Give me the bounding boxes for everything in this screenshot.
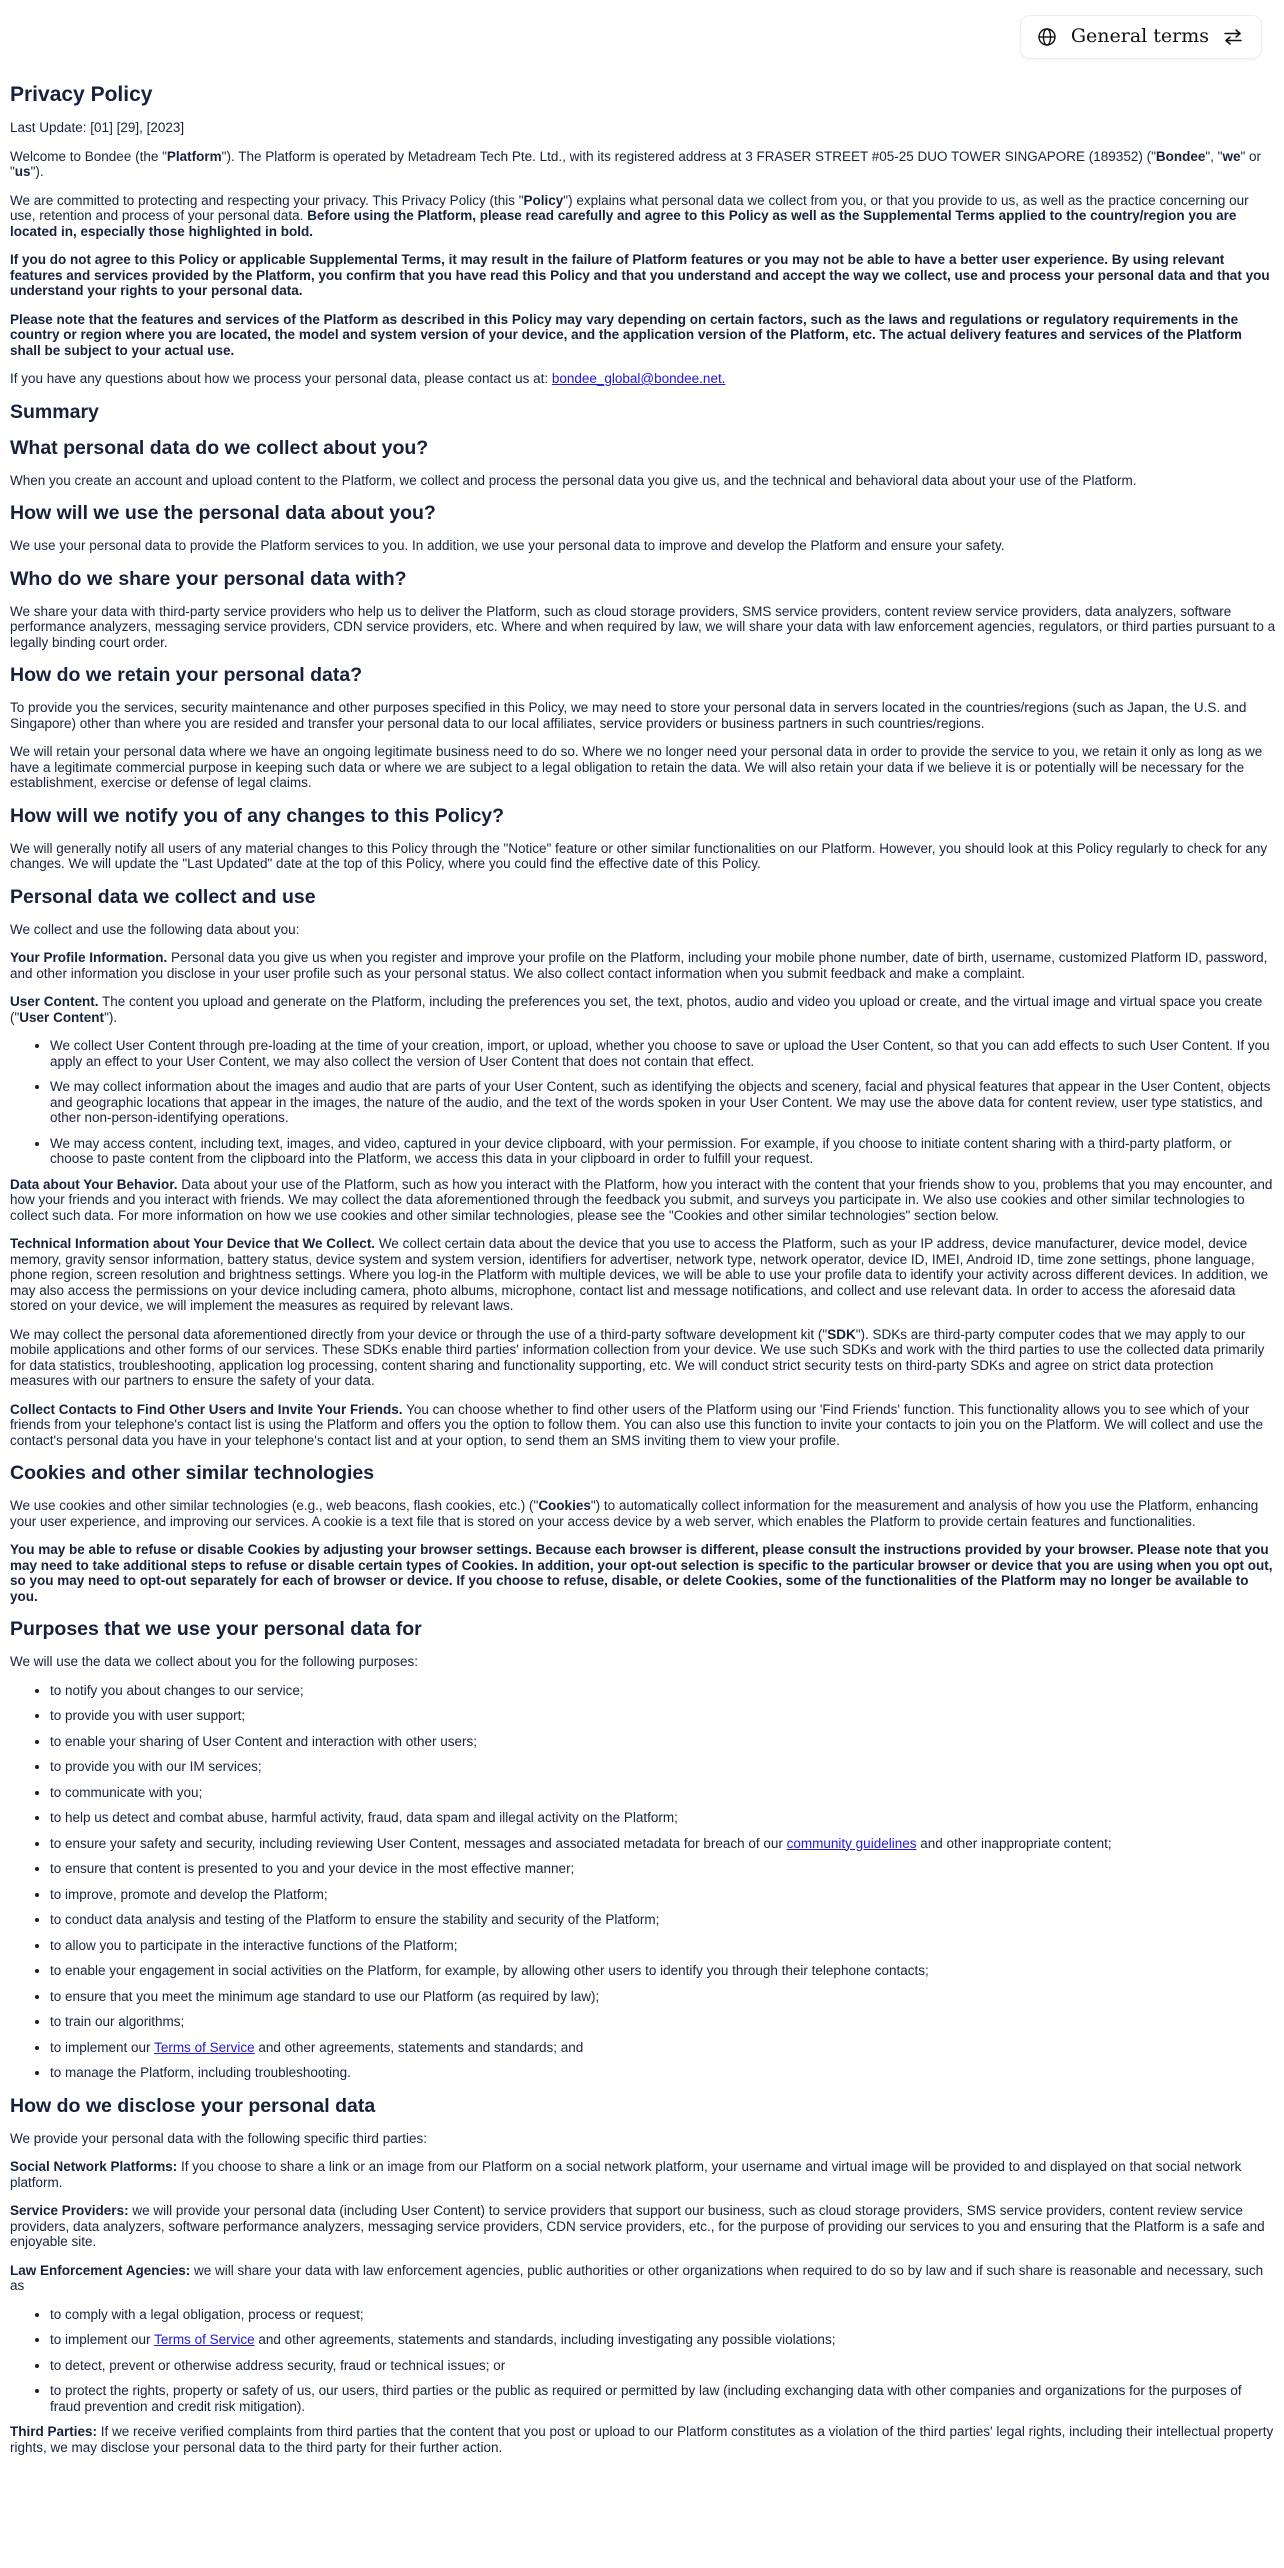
third-parties-paragraph: Third Parties: If we receive verified complaints from third parties that the content that you post or upload to our Platform constitutes as a violation of the third parties' legal rights, including their intellectual property rights, we may disclose your personal data to the third party for their further action. xyxy=(10,2424,1274,2455)
technical-info-paragraph: Technical Information about Your Device that We Collect. We collect certain data about the device that you use to access the Platform, such as your IP address, device manufacturer, device model, device memory, gravity sensor information, battery status, device system and system version, identifiers for advertiser, network type, network operator, device ID, IMEI, Android ID, time zone settings, phone language, phone region, screen resolution and brightness settings. Where you log-in the Platform with multiple devices, we will be able to use your profile data to identify your activity across different devices. In addition, we may also access the permissions on your device including camera, photo albums, microphone, contact list and message notifications, and collect and use relevant data. In order to access the aforesaid data stored on your device, we will implement the measures as required by relevant laws. xyxy=(10,1236,1269,1313)
terms-of-service-link-2[interactable]: Terms of Service xyxy=(154,2332,255,2347)
purposes-heading: Purposes that we use your personal data for xyxy=(10,1618,422,1640)
last-update: Last Update: [01] [29], [2023] xyxy=(10,120,185,135)
summary-a1: When you create an account and upload content to the Platform, we collect and process the personal data you give us, and the technical and behavioral data about your use of the Platform. xyxy=(10,472,1137,488)
contact-paragraph: If you have any questions about how we process your personal data, please contact us at: bondee_global@bondee.net. xyxy=(10,371,726,386)
social-network-paragraph: Social Network Platforms: If you choose to share a link or an image from our Platform on a social network platform, your username and virtual image will be provided to and displayed on that social network platform. xyxy=(10,2159,1242,2190)
language-selector[interactable] xyxy=(1020,15,1262,59)
list-item: • to ensure that content is presented to you and your device in the most effective manner; xyxy=(50,1861,1276,1877)
summary-a3: We share your data with third-party service providers who help us to deliver the Platform, such as cloud storage providers, SMS service providers, content review service providers, data analyzers, software performance analyzers, messaging service providers, CDN service providers, etc. Where and when required by law, we will share your data with law enforcement agencies, regulators, or third parties pursuant to a legally binding court order. xyxy=(10,603,1276,650)
cookies-paragraph-1: We use cookies and other similar technologies (e.g., web beacons, flash cookies, etc.) ("Cookies") to automatically collect information for the measurement and analysis of how you use the Platform, enhancing your user experience, and improving our services. A cookie is a text file that is stored on your access device by a web server, which enables the Platform to provide certain features and functionalities. xyxy=(10,1498,1259,1529)
purposes-intro: We will use the data we collect about you for the following purposes: xyxy=(10,1654,418,1669)
list-item: • We collect User Content through pre-loading at the time of your creation, import, or upload, whether you choose to save or upload the User Content, so that you can add effects to such User Content. If you apply an effect to your User Content, we may also collect the version of User Content that does not contain that effect. xyxy=(50,1038,1276,1069)
summary-q2-heading: How will we use the personal data about you? xyxy=(10,502,436,524)
list-item: • to improve, promote and develop the Platform; xyxy=(50,1887,1276,1903)
cookies-heading: Cookies and other similar technologies xyxy=(10,1462,375,1484)
list-item: • to ensure that you meet the minimum age standard to use our Platform (as required by law); xyxy=(50,1989,1276,2005)
intro-paragraph-4: Please note that the features and services of the Platform as described in this Policy may vary depending on certain factors, such as the laws and regulations or regulatory requirements in the country or region where you are located, the model and system version of your device, and the application version of the Platform, etc. The actual delivery features and services of the Platform shall be subject to your actual use. xyxy=(10,311,1242,358)
purposes-list xyxy=(10,1683,1276,2081)
profile-info-paragraph: Your Profile Information. Personal data you give us when you register and improve your profile on the Platform, including your mobile phone number, date of birth, username, customized Platform ID, password, and other information you disclose in your user profile such as your personal status. We also collect contact information when you submit feedback and make a complaint. xyxy=(10,950,1268,981)
list-item: • We may access content, including text, images, and video, captured in your device clipboard, with your permission. For example, if you choose to initiate content sharing with a third-party platform, or choose to paste content from the clipboard into the Platform, we access this data in your clipboard in order to fulfill your request. xyxy=(50,1136,1276,1167)
list-item: • to notify you about changes to our service; xyxy=(50,1683,1276,1699)
list-item: • to implement our Terms of Service and other agreements, statements and standards; and xyxy=(50,2040,1276,2056)
user-content-paragraph: User Content. The content you upload and generate on the Platform, including the preferences you set, the text, photos, audio and video you upload or create, and the virtual image and virtual space you create ("User Content"). xyxy=(10,994,1263,1025)
law-enforcement-paragraph: Law Enforcement Agencies: we will share your data with law enforcement agencies, public authorities or other organizations when required to do so by law and if such share is reasonable and necessary, such as xyxy=(10,2262,1264,2293)
intro-paragraph-2: We are committed to protecting and respecting your privacy. This Privacy Policy (this "Policy") explains what personal data we collect from you, or that you provide to us, as well as the practice concerning our use, retention and process of your personal data. Before using the Platform, please read carefully and agree to this Policy as well as the Supplemental Terms applied to the country/region you are located in, especially those highlighted in bold. xyxy=(10,192,1249,239)
collect-intro: We collect and use the following data about you: xyxy=(10,921,300,937)
summary-heading: Summary xyxy=(10,400,99,423)
behavior-paragraph: Data about Your Behavior. Data about your use of the Platform, such as how you interact with the Platform, how you interact with the content that your friends show to you, problems that you may encounter, and how your friends and you interact with friends. We may collect the data aforementioned through the feedback you submit, and surveys you participate in. We also use cookies and other similar technologies to collect such data. For more information on how we use cookies and other similar technologies, please see the "Cookies and other similar technologies" section below. xyxy=(10,1176,1273,1223)
list-item: • to train our algorithms; xyxy=(50,2014,1276,2030)
disclose-heading: How do we disclose your personal data xyxy=(10,2094,376,2117)
list-item: • to manage the Platform, including troubleshooting. xyxy=(50,2065,1276,2081)
intro-paragraph-1: Welcome to Bondee (the "Platform"). The Platform is operated by Metadream Tech Pte. Ltd., with its registered address at 3 FRASER STREET #05-25 DUO TOWER SINGAPORE (189352) ("Bondee", "we" or "us"). xyxy=(10,148,1262,179)
swap-arrows-icon[interactable] xyxy=(1223,27,1243,47)
list-item: • to help us detect and combat abuse, harmful activity, fraud, data spam and illegal activity on the Platform; xyxy=(50,1810,1276,1826)
summary-a2: We use your personal data to provide the Platform services to you. In addition, we use your personal data to improve and develop the Platform and ensure your safety. xyxy=(10,538,1005,553)
list-item: • to conduct data analysis and testing of the Platform to ensure the stability and security of the Platform; xyxy=(50,1912,1276,1928)
language-label: General terms xyxy=(1070,25,1209,48)
list-item: • to allow you to participate in the interactive functions of the Platform; xyxy=(50,1938,1276,1954)
sdk-paragraph: We may collect the personal data aforementioned directly from your device or through the use of a third-party software development kit ("SDK"). SDKs are third-party computer codes that we may apply to our mobile applications and other forms of our services. These SDKs enable third parties' information collection from your device. We use such SDKs and work with the third parties to use the collected data primarily for data statistics, troubleshooting, application log processing, content sharing and functionality supporting, etc. We will conduct strict security tests on third-party SDKs and agree on strict data protection measures with our partners to ensure the safety of your data. xyxy=(10,1326,1265,1388)
list-item: • to ensure your safety and security, including reviewing User Content, messages and associated metadata for breach of our community guidelines and other inappropriate content; xyxy=(50,1836,1276,1852)
user-content-list xyxy=(10,1038,1276,1167)
summary-q4-heading: How do we retain your personal data? xyxy=(10,664,363,686)
list-item: • to detect, prevent or otherwise address security, fraud or technical issues; or xyxy=(50,2358,1276,2374)
community-guidelines-link[interactable]: community guidelines xyxy=(786,1835,917,1851)
list-item: • to protect the rights, property or safety of us, our users, third parties or the public as required or permitted by law (including exchanging data with other companies and organizations for the purposes of fraud prevention and credit risk mitigation). xyxy=(50,2383,1276,2414)
list-item: • to implement our Terms of Service and other agreements, statements and standards, including investigating any possible violations; xyxy=(50,2332,1276,2348)
summary-a4-2: We will retain your personal data where we have an ongoing legitimate business need to do so. Where we no longer need your personal data in order to provide the service to you, we retain it only as long as we have a legitimate commercial purpose in keeping such data or where we are subject to a legal obligation to retain the data. We will also retain your data if we believe it is or potentially will be necessary for the establishment, exercise or defense of legal claims. xyxy=(10,744,1263,790)
contact-email-link[interactable]: bondee_global@bondee.net. xyxy=(551,371,726,386)
list-item: • to communicate with you; xyxy=(50,1785,1276,1801)
globe-icon xyxy=(1037,27,1057,47)
summary-q1-heading: What personal data do we collect about you? xyxy=(10,436,429,459)
list-item: • to comply with a legal obligation, process or request; xyxy=(50,2307,1276,2323)
intro-paragraph-3: If you do not agree to this Policy or applicable Supplemental Terms, it may result in the failure of Platform features or you may not be able to have a better user experience. By using relevant features and services provided by the Platform, you confirm that you have read this Policy and that you understand and accept the way we collect, use and process your personal data and that you understand your rights to your personal data. xyxy=(10,252,1270,298)
summary-a5: We will generally notify all users of any material changes to this Policy through the "Notice" feature or other similar functionalities on our Platform. However, you should look at this Policy regularly to check for any changes. We will update the "Last Updated" date at the top of this Policy, where you could find the effective date of this Policy. xyxy=(10,840,1268,871)
page-title: Privacy Policy xyxy=(10,83,153,106)
list-item: • to enable your engagement in social activities on the Platform, for example, by allowing other users to identify you through their telephone contacts; xyxy=(50,1963,1276,1979)
cookies-paragraph-2: You may be able to refuse or disable Cookies by adjusting your browser settings. Because each browser is different, please consult the instructions provided by your browser. Please note that you may need to take additional steps to refuse or disable certain types of Cookies. In addition, your opt-out selection is specific to the particular browser or device that you are using when you opt out, so you may need to opt-out separately for each of browser or device. If you choose to refuse, disable, or delete Cookies, some of the functionalities of the Platform may no longer be available to you. xyxy=(10,1542,1273,1604)
list-item: • We may collect information about the images and audio that are parts of your User Content, such as identifying the objects and scenery, facial and physical features that appear in the User Content, objects and geographic locations that appear in the images, the nature of the audio, and the text of the words spoken in your User Content. We may use the above data for content review, user type statistics, and other non-person-identifying operations. xyxy=(50,1079,1276,1126)
contacts-paragraph: Collect Contacts to Find Other Users and Invite Your Friends. You can choose whether to find other users of the Platform using our 'Find Friends' function. This functionality allows you to see which of your friends from your telephone's contact list is using the Platform and offers you the option to follow them. You can also use this function to invite your contacts to join you on the Platform. We will collect and use the contact's personal data you have in your telephone's contact list and at your option, to send them an SMS inviting them to view your profile. xyxy=(10,1401,1264,1448)
list-item: • to provide you with our IM services; xyxy=(50,1759,1276,1775)
summary-q3-heading: Who do we share your personal data with? xyxy=(10,567,407,590)
summary-q5-heading: How will we notify you of any changes to this Policy? xyxy=(10,804,505,827)
collect-heading: Personal data we collect and use xyxy=(10,885,316,908)
law-enforcement-list xyxy=(10,2307,1276,2415)
service-providers-paragraph: Service Providers: we will provide your personal data (including User Content) to service providers that support our business, such as cloud storage providers, SMS service providers, content review service providers, data analyzers, software performance analyzers, messaging service providers, CDN service providers, etc., for the purpose of providing our services to you and ensuring that the Platform is a safe and enjoyable site. xyxy=(10,2203,1265,2249)
disclose-intro: We provide your personal data with the following specific third parties: xyxy=(10,2130,427,2146)
list-item: • to enable your sharing of User Content and interaction with other users; xyxy=(50,1734,1276,1750)
terms-of-service-link[interactable]: Terms of Service xyxy=(154,2039,255,2055)
summary-a4-1: To provide you the services, security maintenance and other purposes specified in this Policy, we may need to store your personal data in servers located in the countries/regions (such as Japan, the U.S. and Singapore) other than where you are resided and transfer your personal data to our local affiliates, service providers or business partners in such countries/regions. xyxy=(10,700,1247,731)
list-item: • to provide you with user support; xyxy=(50,1708,1276,1724)
policy-document xyxy=(10,80,1276,2468)
